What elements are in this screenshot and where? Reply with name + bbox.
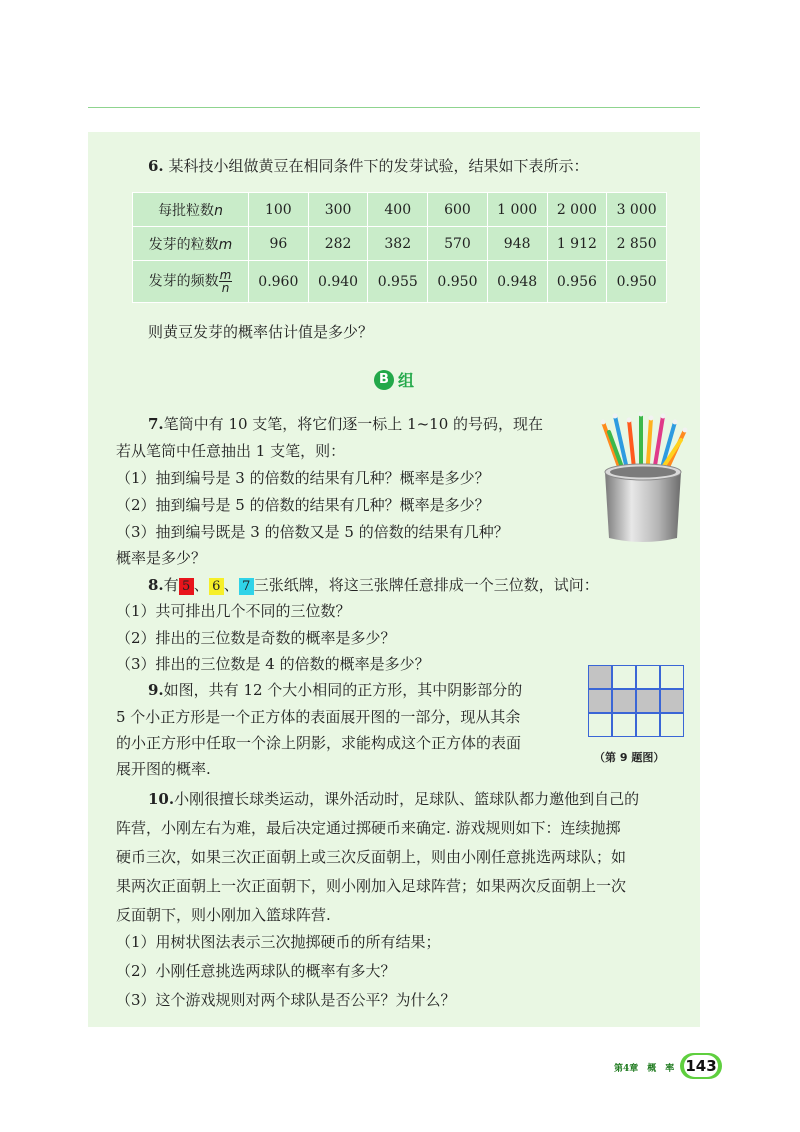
- q8-stem: 8.有 5 、 6 、 7 三张纸牌，将这三张牌任意排成一个三位数，试问：: [148, 576, 599, 594]
- q7-sub2: （2）抽到编号是 5 的倍数的结果有几种？概率是多少？: [116, 496, 490, 514]
- group-b-heading: [374, 368, 414, 391]
- grid-square: [660, 713, 684, 737]
- q10-sub1: （1）用树状图法表示三次抛掷硬币的所有结果；: [116, 933, 441, 951]
- q9-line4: 展开图的概率.: [116, 760, 211, 778]
- q10-line5: 反面朝下，则小刚加入篮球阵营.: [116, 906, 331, 924]
- grid-square: [588, 665, 612, 689]
- table-cell: 0.950: [428, 261, 488, 303]
- q9-line1: 9.如图，共有 12 个大小相同的正方形，其中阴影部分的: [148, 681, 523, 699]
- q9-line2: 5 个小正方形是一个正方体的表面展开图的一部分，现从其余: [116, 708, 521, 726]
- q8-sub3: （3）排出的三位数是 4 的倍数的概率是多少？: [116, 655, 430, 673]
- q7-sub1: （1）抽到编号是 3 的倍数的结果有几种？概率是多少？: [116, 469, 490, 487]
- q7-line1: 7.笔筒中有 10 支笔，将它们逐一标上 1~10 的号码，现在: [148, 415, 544, 433]
- q6-question: 则黄豆发芽的概率估计值是多少？: [148, 323, 374, 341]
- table-cell: 300: [308, 193, 368, 227]
- q6-text: 某科技小组做黄豆在相同条件下的发芽试验，结果如下表所示：: [168, 157, 589, 175]
- card-7: 7: [239, 578, 254, 595]
- group-word: 组: [398, 371, 415, 390]
- grid-square: [636, 665, 660, 689]
- table-cell: 0.955: [368, 261, 428, 303]
- grid-square: [612, 713, 636, 737]
- q10-sub2: （2）小刚任意挑选两球队的概率有多大？: [116, 962, 396, 980]
- q10-line2: 阵营，小刚左右为难，最后决定通过掷硬币来确定. 游戏规则如下：连续抛掷: [116, 819, 621, 837]
- page-number: 143: [685, 1057, 717, 1075]
- q10-line3: 硬币三次，如果三次正面朝上或三次反面朝上，则由小刚任意挑选两球队；如: [116, 848, 627, 866]
- q10-sub3: （3）这个游戏规则对两个球队是否公平？为什么？: [116, 991, 456, 1009]
- fraction-m-over-n: $\frac{m}{n}$: [219, 268, 232, 295]
- q7-sub3-cont: 概率是多少？: [116, 549, 207, 567]
- q10-line1: 10.小刚很擅长球类运动，课外活动时，足球队、篮球队都力邀他到自己的: [148, 790, 640, 808]
- q7-line2: 若从笔筒中任意抽出 1 支笔，则：: [116, 442, 346, 460]
- table-cell: 948: [487, 227, 547, 261]
- grid-square: [660, 665, 684, 689]
- table-cell: 2 000: [547, 193, 607, 227]
- exercise-panel: [88, 132, 700, 1027]
- q10-number: 10.: [148, 790, 175, 808]
- grid-square: [588, 713, 612, 737]
- q9-number: 9.: [148, 681, 164, 699]
- table-cell: 600: [428, 193, 488, 227]
- table-row: [133, 261, 667, 303]
- q8-sub1: （1）共可排出几个不同的三位数？: [116, 602, 351, 620]
- table-cell: 1 000: [487, 193, 547, 227]
- card-5: 5: [179, 578, 194, 595]
- row-header: 每批粒数n: [133, 193, 249, 227]
- table-cell: 3 000: [607, 193, 667, 227]
- q8-sub2: （2）排出的三位数是奇数的概率是多少？: [116, 629, 396, 647]
- q10-line4: 果两次正面朝上一次正面朝下，则小刚加入足球阵营；如果两次反面朝上一次: [116, 877, 627, 895]
- card-6: 6: [209, 578, 224, 595]
- row-header: 发芽的粒数m: [133, 227, 249, 261]
- grid-square: [588, 689, 612, 713]
- grid-square: [612, 665, 636, 689]
- table-cell: 0.948: [487, 261, 547, 303]
- pencil-cup-image: [593, 410, 693, 545]
- table-cell: 96: [249, 227, 309, 261]
- table-row: [133, 193, 667, 227]
- table-cell: 382: [368, 227, 428, 261]
- table-cell: 0.950: [607, 261, 667, 303]
- table-cell: 100: [249, 193, 309, 227]
- grid-square: [660, 689, 684, 713]
- q7-sub3: （3）抽到编号既是 3 的倍数又是 5 的倍数的结果有几种？: [116, 523, 509, 541]
- table-cell: 0.960: [249, 261, 309, 303]
- grid-square: [612, 689, 636, 713]
- table-cell: 282: [308, 227, 368, 261]
- q6-number: 6.: [148, 157, 164, 175]
- grid-square: [636, 713, 660, 737]
- q6-stem: [148, 156, 588, 176]
- row-header: 发芽的频数 $\frac{m}{n}$: [133, 261, 249, 303]
- q7-number: 7.: [148, 415, 164, 433]
- table-cell: 0.956: [547, 261, 607, 303]
- header-rule: [88, 107, 700, 108]
- table-cell: 0.940: [308, 261, 368, 303]
- q8-number: 8.: [148, 576, 164, 594]
- table-cell: 570: [428, 227, 488, 261]
- table-row: [133, 227, 667, 261]
- square-grid-figure: [588, 665, 684, 737]
- germination-table: [132, 192, 667, 303]
- q9-line3: 的小正方形中任取一个涂上阴影，求能构成这个正方体的表面: [116, 734, 522, 752]
- grid-square: [636, 689, 660, 713]
- table-cell: 2 850: [607, 227, 667, 261]
- table-cell: 1 912: [547, 227, 607, 261]
- footer-chapter-label: 第4章 概 率: [614, 1064, 675, 1074]
- table-cell: 400: [368, 193, 428, 227]
- group-letter-badge: B: [374, 370, 394, 390]
- figure-9-caption: （第 9 题图）: [594, 751, 665, 764]
